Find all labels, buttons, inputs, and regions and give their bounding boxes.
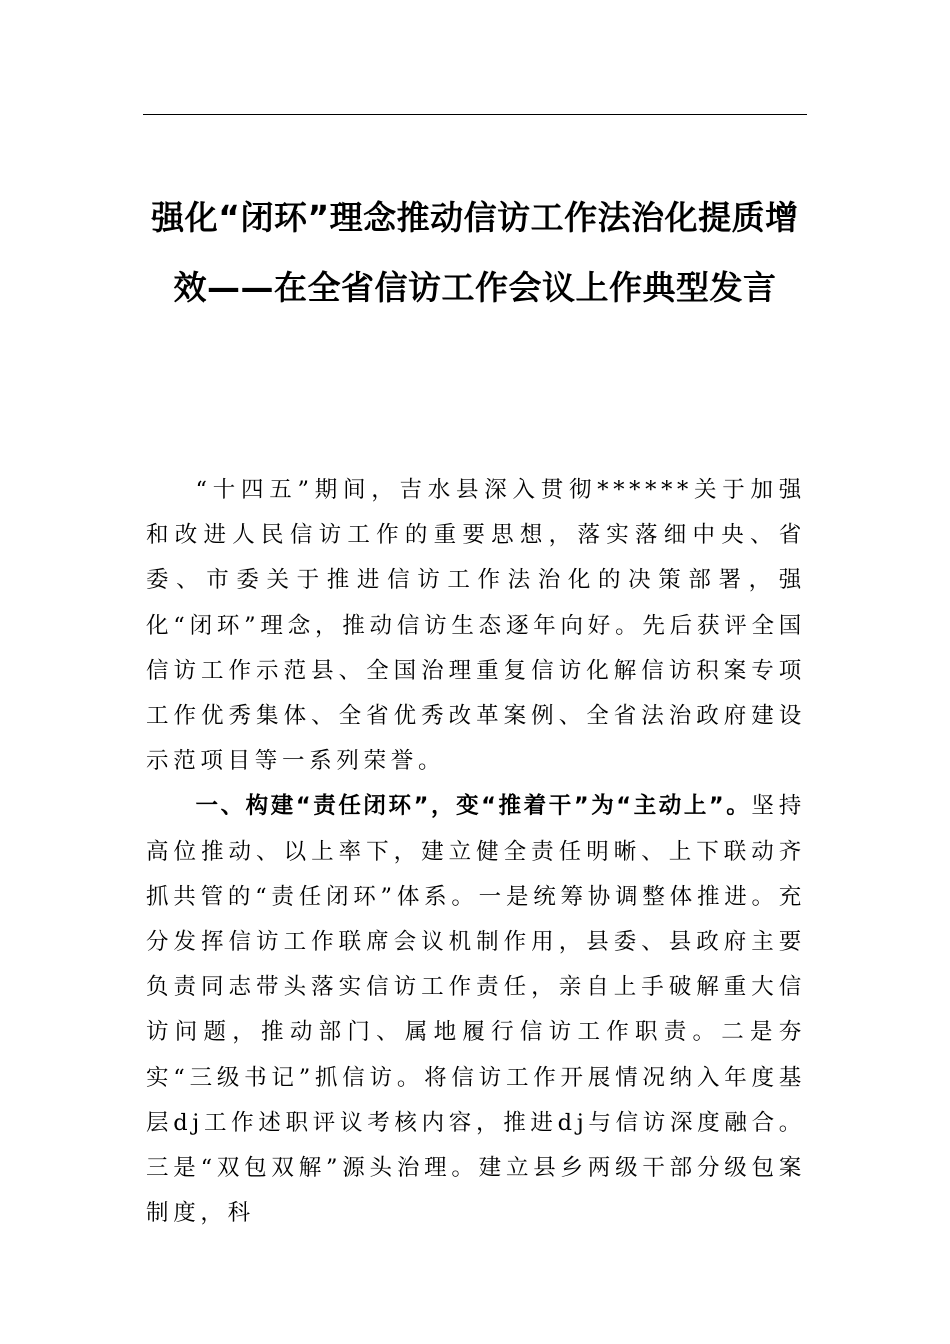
section-heading: 一、构建“责任闭环”，变“推着干”为“主动上”。 bbox=[195, 793, 752, 820]
paragraph-intro-text: “十四五”期间，吉水县深入贯彻******关于加强和改进人民信访工作的重要思想，落实落细中央、省委、市委关于推进信访工作法治化的决策部署，强化“闭环”理念，推动信访生态逐年向好。先后获评全国信访工作示范县、全国治理重复信访化解信访积案专项工作优秀集体、全省优秀改革案例、全省法治政府建设示范项目等一系列荣誉。 bbox=[146, 477, 806, 775]
header-rule bbox=[143, 114, 807, 115]
paragraph-section-1 bbox=[146, 784, 806, 1236]
paragraph-intro bbox=[146, 468, 806, 784]
document-body bbox=[146, 468, 806, 1236]
document-title: 强化“闭环”理念推动信访工作法治化提质增效——在全省信访工作会议上作典型发言 bbox=[151, 198, 799, 307]
section-1-text: 坚持高位推动、以上率下，建立健全责任明晰、上下联动齐抓共管的“责任闭环”体系。一是统筹协调整体推进。充分发挥信访工作联席会议机制作用，县委、县政府主要负责同志带头落实信访工作责任，亲自上手破解重大信访问题，推动部门、属地履行信访工作职责。二是夯实“三级书记”抓信访。将信访工作开展情况纳入年度基层dj工作述职评议考核内容，推进dj与信访深度融合。三是“双包双解”源头治理。建立县乡两级干部分级包案制度，科 bbox=[146, 793, 806, 1227]
